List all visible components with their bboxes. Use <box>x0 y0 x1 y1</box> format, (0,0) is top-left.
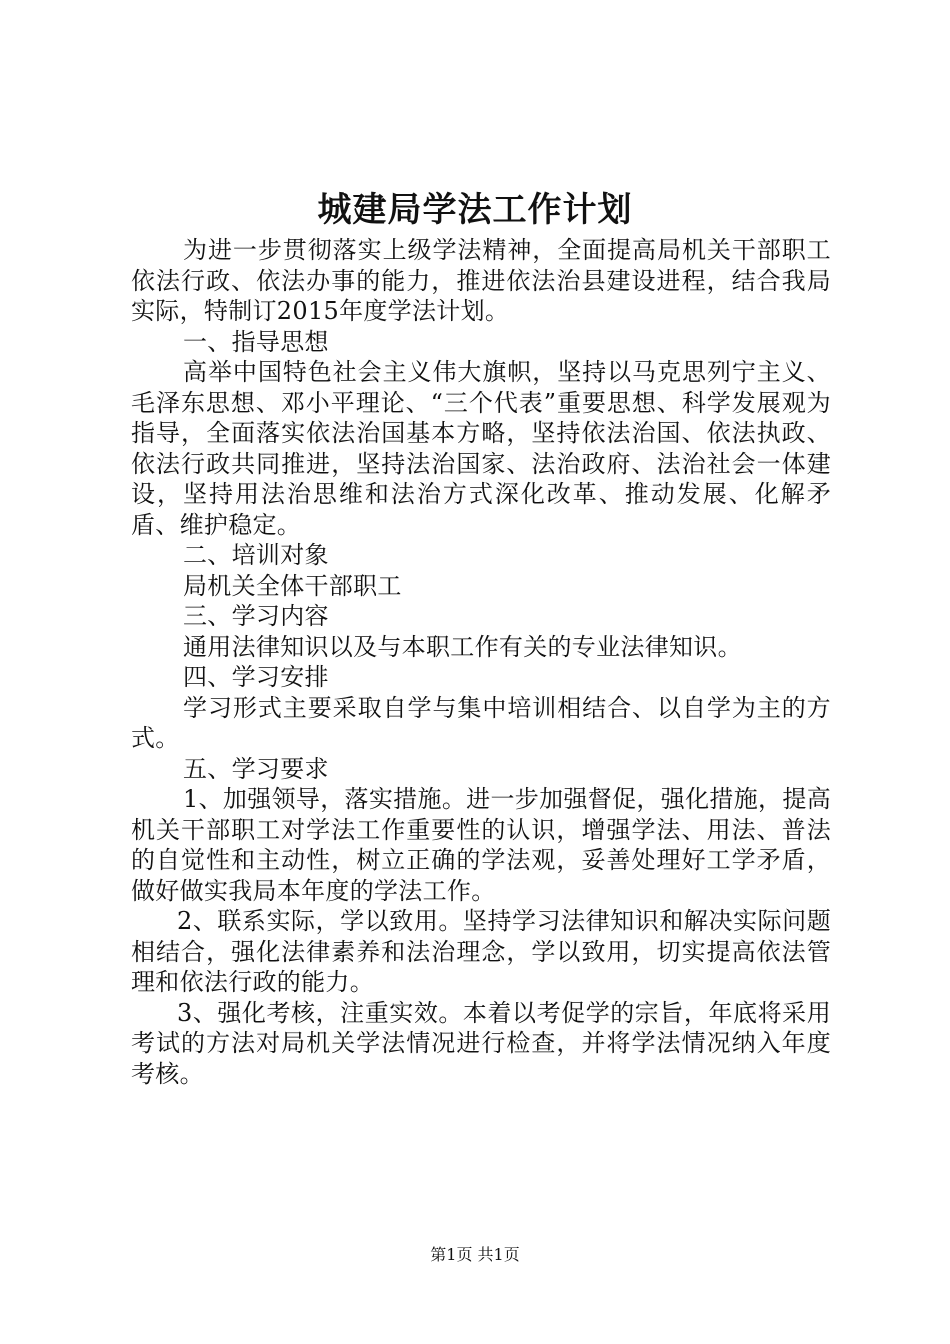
intro-paragraph: 为进一步贯彻落实上级学法精神，全面提高局机关干部职工依法行政、依法办事的能力，推进依法治县建设进程，结合我局实际，特制订2015年度学法计划。 <box>131 236 831 325</box>
requirement-item-2: 2、联系实际，学以致用。坚持学习法律知识和解决实际问题相结合，强化法律素养和法治理念，学以致用，切实提高依法管理和依法行政的能力。 <box>131 907 831 996</box>
requirement-item-1: 1、加强领导，落实措施。进一步加强督促，强化措施，提高机关干部职工对学法工作重要性的认识，增强学法、用法、普法的自觉性和主动性，树立正确的学法观，妥善处理好工学矛盾，做好做实我局本年度的学法工作。 <box>131 785 831 905</box>
document-title: 城建局学法工作计划 <box>317 190 633 230</box>
guiding-thought-paragraph: 高举中国特色社会主义伟大旗帜，坚持以马克思列宁主义、毛泽东思想、邓小平理论、“三个代表”重要思想、科学发展观为指导，全面落实依法治国基本方略，坚持依法治国、依法执政、依法行政共同推进，坚持法治国家、法治政府、法治社会一体建设，坚持用法治思维和法治方式深化改革、推动发展、化解矛盾、维护稳定。 <box>131 358 831 539</box>
section-heading-study-requirements: 五、学习要求 <box>183 754 329 783</box>
page-number-footer: 第1页 共1页 <box>430 1245 520 1264</box>
document-body <box>131 235 831 1089</box>
requirement-item-3: 3、强化考核，注重实效。本着以考促学的宗旨，年底将采用考试的方法对局机关学法情况进行检查，并将学法情况纳入年度考核。 <box>131 998 831 1088</box>
study-arrangement-paragraph: 学习形式主要采取自学与集中培训相结合、以自学为主的方式。 <box>131 693 831 752</box>
section-heading-study-content: 三、学习内容 <box>183 602 329 630</box>
training-target-paragraph: 局机关全体干部职工 <box>183 571 402 600</box>
section-heading-guiding-thought: 一、指导思想 <box>183 327 329 356</box>
section-heading-training-target: 二、培训对象 <box>183 541 329 569</box>
study-content-paragraph: 通用法律知识以及与本职工作有关的专业法律知识。 <box>183 632 742 661</box>
section-heading-study-arrangement: 四、学习安排 <box>183 663 329 691</box>
